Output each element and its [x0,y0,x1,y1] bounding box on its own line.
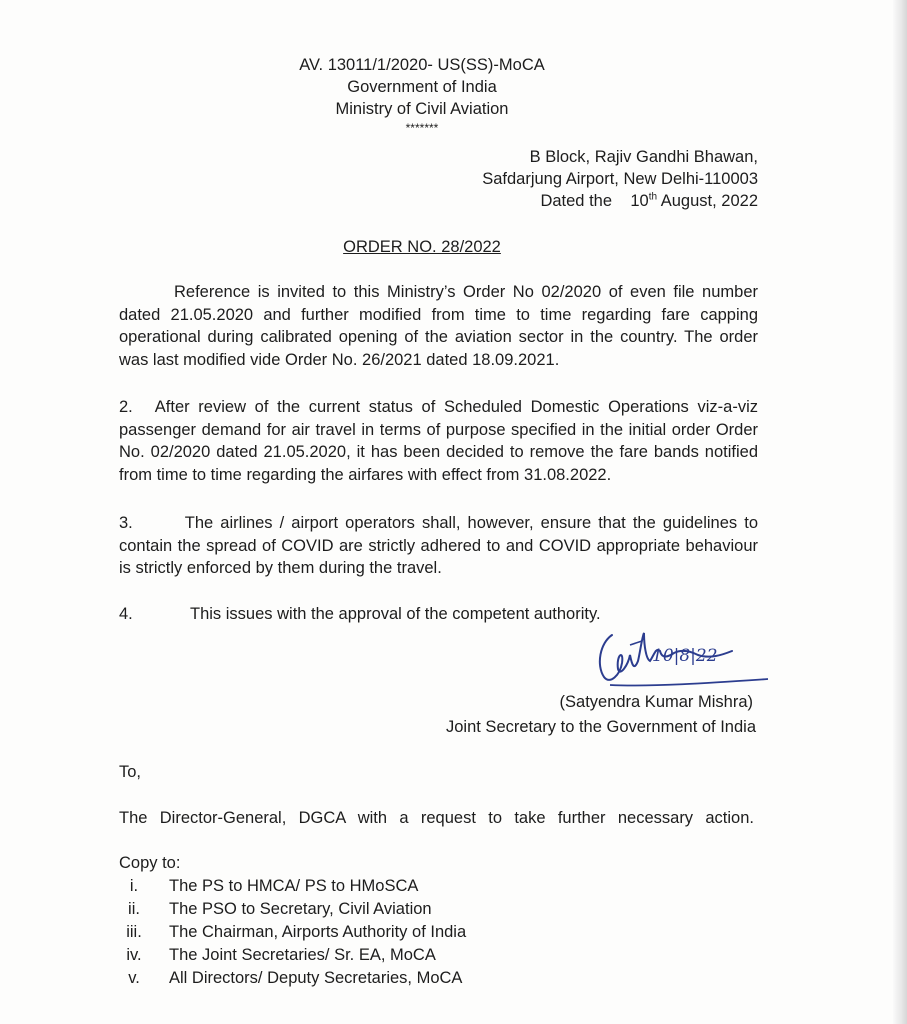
file-number: AV. 13011/1/2020- US(SS)-MoCA [299,56,545,74]
paragraph-1 [119,281,758,371]
order-title: ORDER NO. 28/2022 [343,238,501,256]
paragraph-line: contain the spread of COVID are strictly adhered to and COVID appropriate behaviour [119,536,758,555]
list-item-text: The Chairman, Airports Authority of India [169,923,467,941]
paragraph-line: was last modified vide Order No. 26/2021 dated 18.09.2021. [119,350,560,369]
list-item-number: iii. [126,923,142,941]
address-line-2: Safdarjung Airport, New Delhi-110003 [482,170,758,188]
list-item-text: The Joint Secretaries/ Sr. EA, MoCA [169,946,436,964]
paragraph-number: 3. [119,514,133,532]
paragraph-4: This issues with the approval of the competent authority. [190,605,601,623]
dated-sup: th [648,191,658,203]
paragraph-line [119,396,758,419]
handwritten-date: 10|8|22 [652,646,718,666]
to-recipient: The Director-General, DGCA with a request to take further necessary action. [119,809,754,827]
paragraph-text: After review of the current status of Scheduled Domestic Operations viz-a-viz [154,398,758,416]
paragraph-line: is strictly enforced by them during the travel. [119,559,442,577]
dated-day: 10 [630,192,649,210]
address-line-1: B Block, Rajiv Gandhi Bhawan, [529,148,758,166]
dated-rest: August, 2022 [660,192,758,210]
list-item-number: iv. [126,946,142,964]
to-label: To, [119,763,142,781]
paragraph-line: operational during calibrated opening of the aviation sector in the country. The order [119,328,758,346]
list-item-text: The PSO to Secretary, Civil Aviation [169,900,432,918]
ministry-name: Ministry of Civil Aviation [335,100,509,118]
list-item-text: The PS to HMCA/ PS to HMoSCA [169,877,419,895]
dated-line [400,190,758,212]
list-item-number: ii. [128,900,140,918]
government-name: Government of India [347,78,497,96]
paragraph-line: dated 21.05.2020 and further modified from time to time regarding fare capping [119,305,758,324]
list-item-text: All Directors/ Deputy Secretaries, MoCA [169,969,463,987]
paragraph-line [119,512,758,535]
paragraph-2 [119,396,758,486]
paragraph-4-number: 4. [119,605,133,623]
header-stars: ******* [405,121,439,135]
signatory-name: (Satyendra Kumar Mishra) [559,693,753,711]
signatory-designation: Joint Secretary to the Government of India [446,718,756,736]
page-edge-shadow [893,0,907,1024]
paragraph-line: No. 02/2020 dated 21.05.2020, it has been decided to remove the fare bands notified [119,443,758,461]
dated-prefix: Dated the [540,192,613,210]
paragraph-line: from time to time regarding the airfares with effect from 31.08.2022. [119,465,612,484]
paragraph-line: Reference is invited to this Ministry’s Order No 02/2020 of even file number [174,283,758,301]
paragraph-text: The airlines / airport operators shall, however, ensure that the guidelines to [184,514,758,532]
paragraph-number: 2. [119,398,133,416]
list-item-number: v. [128,969,140,987]
paragraph-line: passenger demand for air travel in terms of purpose specified in the initial order Order [119,420,758,439]
paragraph-3 [119,512,758,580]
copy-to-label: Copy to: [119,854,181,872]
list-item-number: i. [129,877,139,895]
